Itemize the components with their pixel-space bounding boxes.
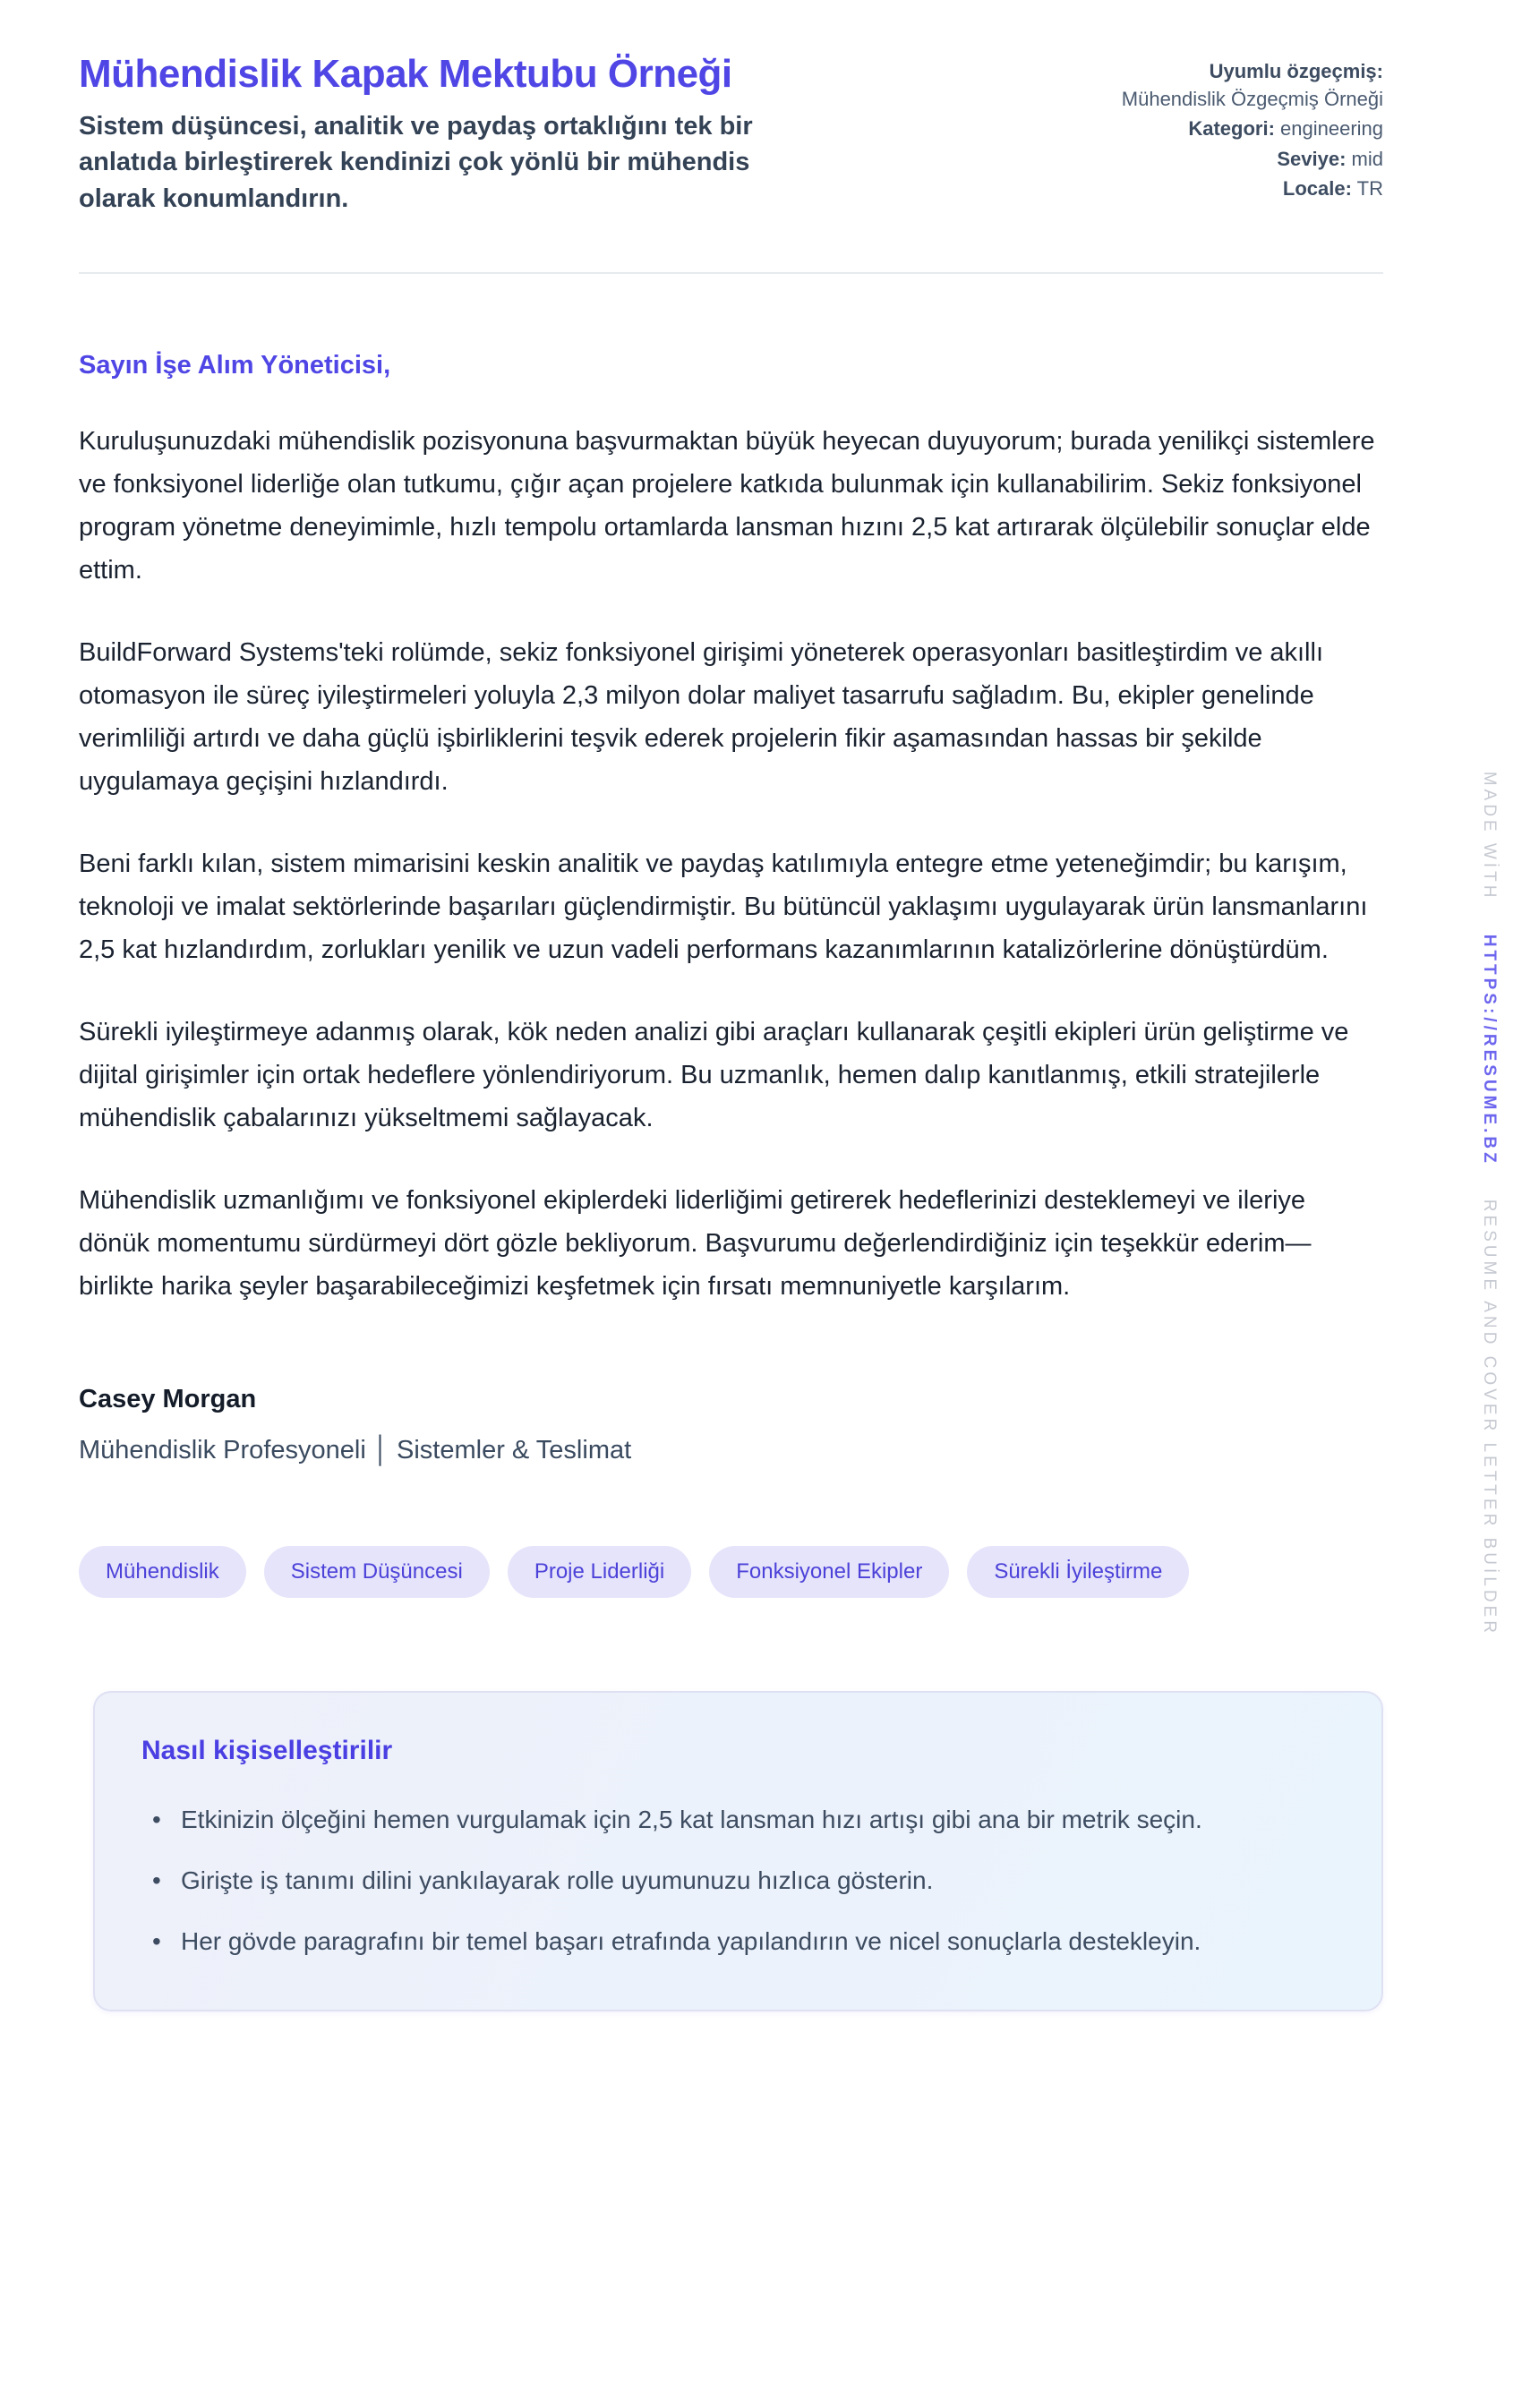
letter-paragraph: Mühendislik uzmanlığımı ve fonksiyonel ekiplerdeki liderliğimi getirerek hedeflerinizi desteklemeyi ve ileriye dönük momentumu sürdürmeyi dört gözle bekliyorum. Başvurumu değerlendirdiğiniz için teşekkür ederim—birlikte harika şeyler başarabileceğimizi keşfetmek için fırsatı memnuniyetle karşılarım. [79,1186,1312,1302]
watermark-suffix: RESUME AND COVER LETTER BUİLDER [1480,1200,1499,1637]
meta-category [1115,115,1383,142]
tag-pill[interactable]: Sürekli İyileştirme [967,1546,1189,1598]
page-subtitle: Sistem düşüncesi, analitik ve paydaş ortaklığını tek bir anlatıda birleştirerek kendinizi çok yönlü bir mühendis olarak konumlandırın. [79,111,753,213]
tip-item: • Her gövde paragrafını bir temel başarı etrafında yapılandırın ve nicel sonuçlarla destekleyin. [141,1920,1287,1963]
letter-greeting: Sayın İşe Alım Yöneticisi, [79,351,391,380]
meta-matching-resume-label: Uyumlu özgeçmiş: [1209,60,1383,82]
keyword-tags [79,1546,1383,1598]
tips-list [141,1798,1335,1963]
personalization-tips-box [93,1691,1383,2011]
letter-paragraph: Beni farklı kılan, sistem mimarisini keskin analitik ve paydaş katılımıyla entegre etme yeteneğimdir; bu karışım, teknoloji ve imalat sektörlerinde başarıları güçlendirmiştir. Bu bütüncül yaklaşımı uygulayarak ürün lansmanlarını 2,5 kat hızlandırdım, zorlukları yenilik ve uzun vadeli performans kazanımlarının katalizörlerine dönüştürdüm. [79,850,1368,965]
meta-level [1115,145,1383,173]
meta-matching-resume [1115,57,1383,113]
meta-category-value: engineering [1280,117,1383,141]
letter-paragraph: Kuruluşunuzdaki mühendislik pozisyonuna başvurmaktan büyük heyecan duyuyorum; burada yenilikçi sistemlere ve fonksiyonel liderliğe olan tutkumu, çığır açan projelere katkıda bulunmak için kullanabilirim. Sekiz fonksiyonel program yönetme deneyimimle, hızlı tempolu ortamlarda lansman hızını 2,5 kat artırarak ölçülebilir sonuçlar elde ettim. [79,427,1375,585]
tip-item: • Girişte iş tanımı dilini yankılayarak rolle uyumunuzu hızlıca gösterin. [141,1859,1287,1902]
resume-meta-panel [1115,57,1383,204]
meta-level-label: Seviye: [1277,147,1347,170]
meta-matching-resume-value: Mühendislik Özgeçmiş Örneği [1121,88,1383,111]
tip-item: • Etkinizin ölçeğini hemen vurgulamak için 2,5 kat lansman hızı artışı gibi ana bir metrik seçin. [141,1798,1287,1841]
made-with-watermark [1479,772,1499,1637]
meta-locale-label: Locale: [1282,176,1352,200]
page-header [79,52,1383,217]
signature-role: Mühendislik Profesyoneli │ Sistemler & Teslimat [79,1436,632,1465]
meta-category-label: Kategori: [1188,117,1275,141]
watermark-prefix: MADE WİTH [1480,771,1499,901]
tag-pill[interactable]: Fonksiyonel Ekipler [709,1546,949,1598]
tag-pill[interactable]: Proje Liderliği [508,1546,691,1598]
tag-pill[interactable]: Sistem Düşüncesi [264,1546,490,1598]
letter-paragraph: BuildForward Systems'teki rolümde, sekiz fonksiyonel girişimi yöneterek operasyonları basitleştirdim ve akıllı otomasyon ile süreç iyileştirmeleri yoluyla 2,3 milyon dolar maliyet tasarrufu sağladım. Bu, ekipler genelinde verimliliği artırdı ve daha güçlü işbirliklerini teşvik ederek projelerin fikir aşamasından hassas bir şekilde uygulamaya geçişini hızlandırdı. [79,638,1324,797]
tips-title: Nasıl kişiselleştirilir [141,1736,393,1766]
resume-bz-link[interactable]: HTTPS://RESUME.BZ [1480,934,1499,1166]
meta-level-value: mid [1351,147,1383,170]
page-title: Mühendislik Kapak Mektubu Örneği [79,52,732,96]
letter-body [79,351,1383,1465]
signature-name: Casey Morgan [79,1385,257,1414]
meta-locale [1115,175,1383,202]
header-title-block [79,52,777,217]
header-divider [79,272,1383,274]
tag-pill[interactable]: Mühendislik [79,1546,246,1598]
meta-locale-value: TR [1356,176,1383,200]
letter-paragraph: Sürekli iyileştirmeye adanmış olarak, kök neden analizi gibi araçları kullanarak çeşitli ekipleri ürün geliştirme ve dijital girişimler için ortak hedeflere yönlendiriyorum. Bu uzmanlık, hemen dalıp kanıtlanmış, etkili stratejilerle mühendislik çabalarınızı yükseltmemi sağlayacak. [79,1018,1349,1133]
